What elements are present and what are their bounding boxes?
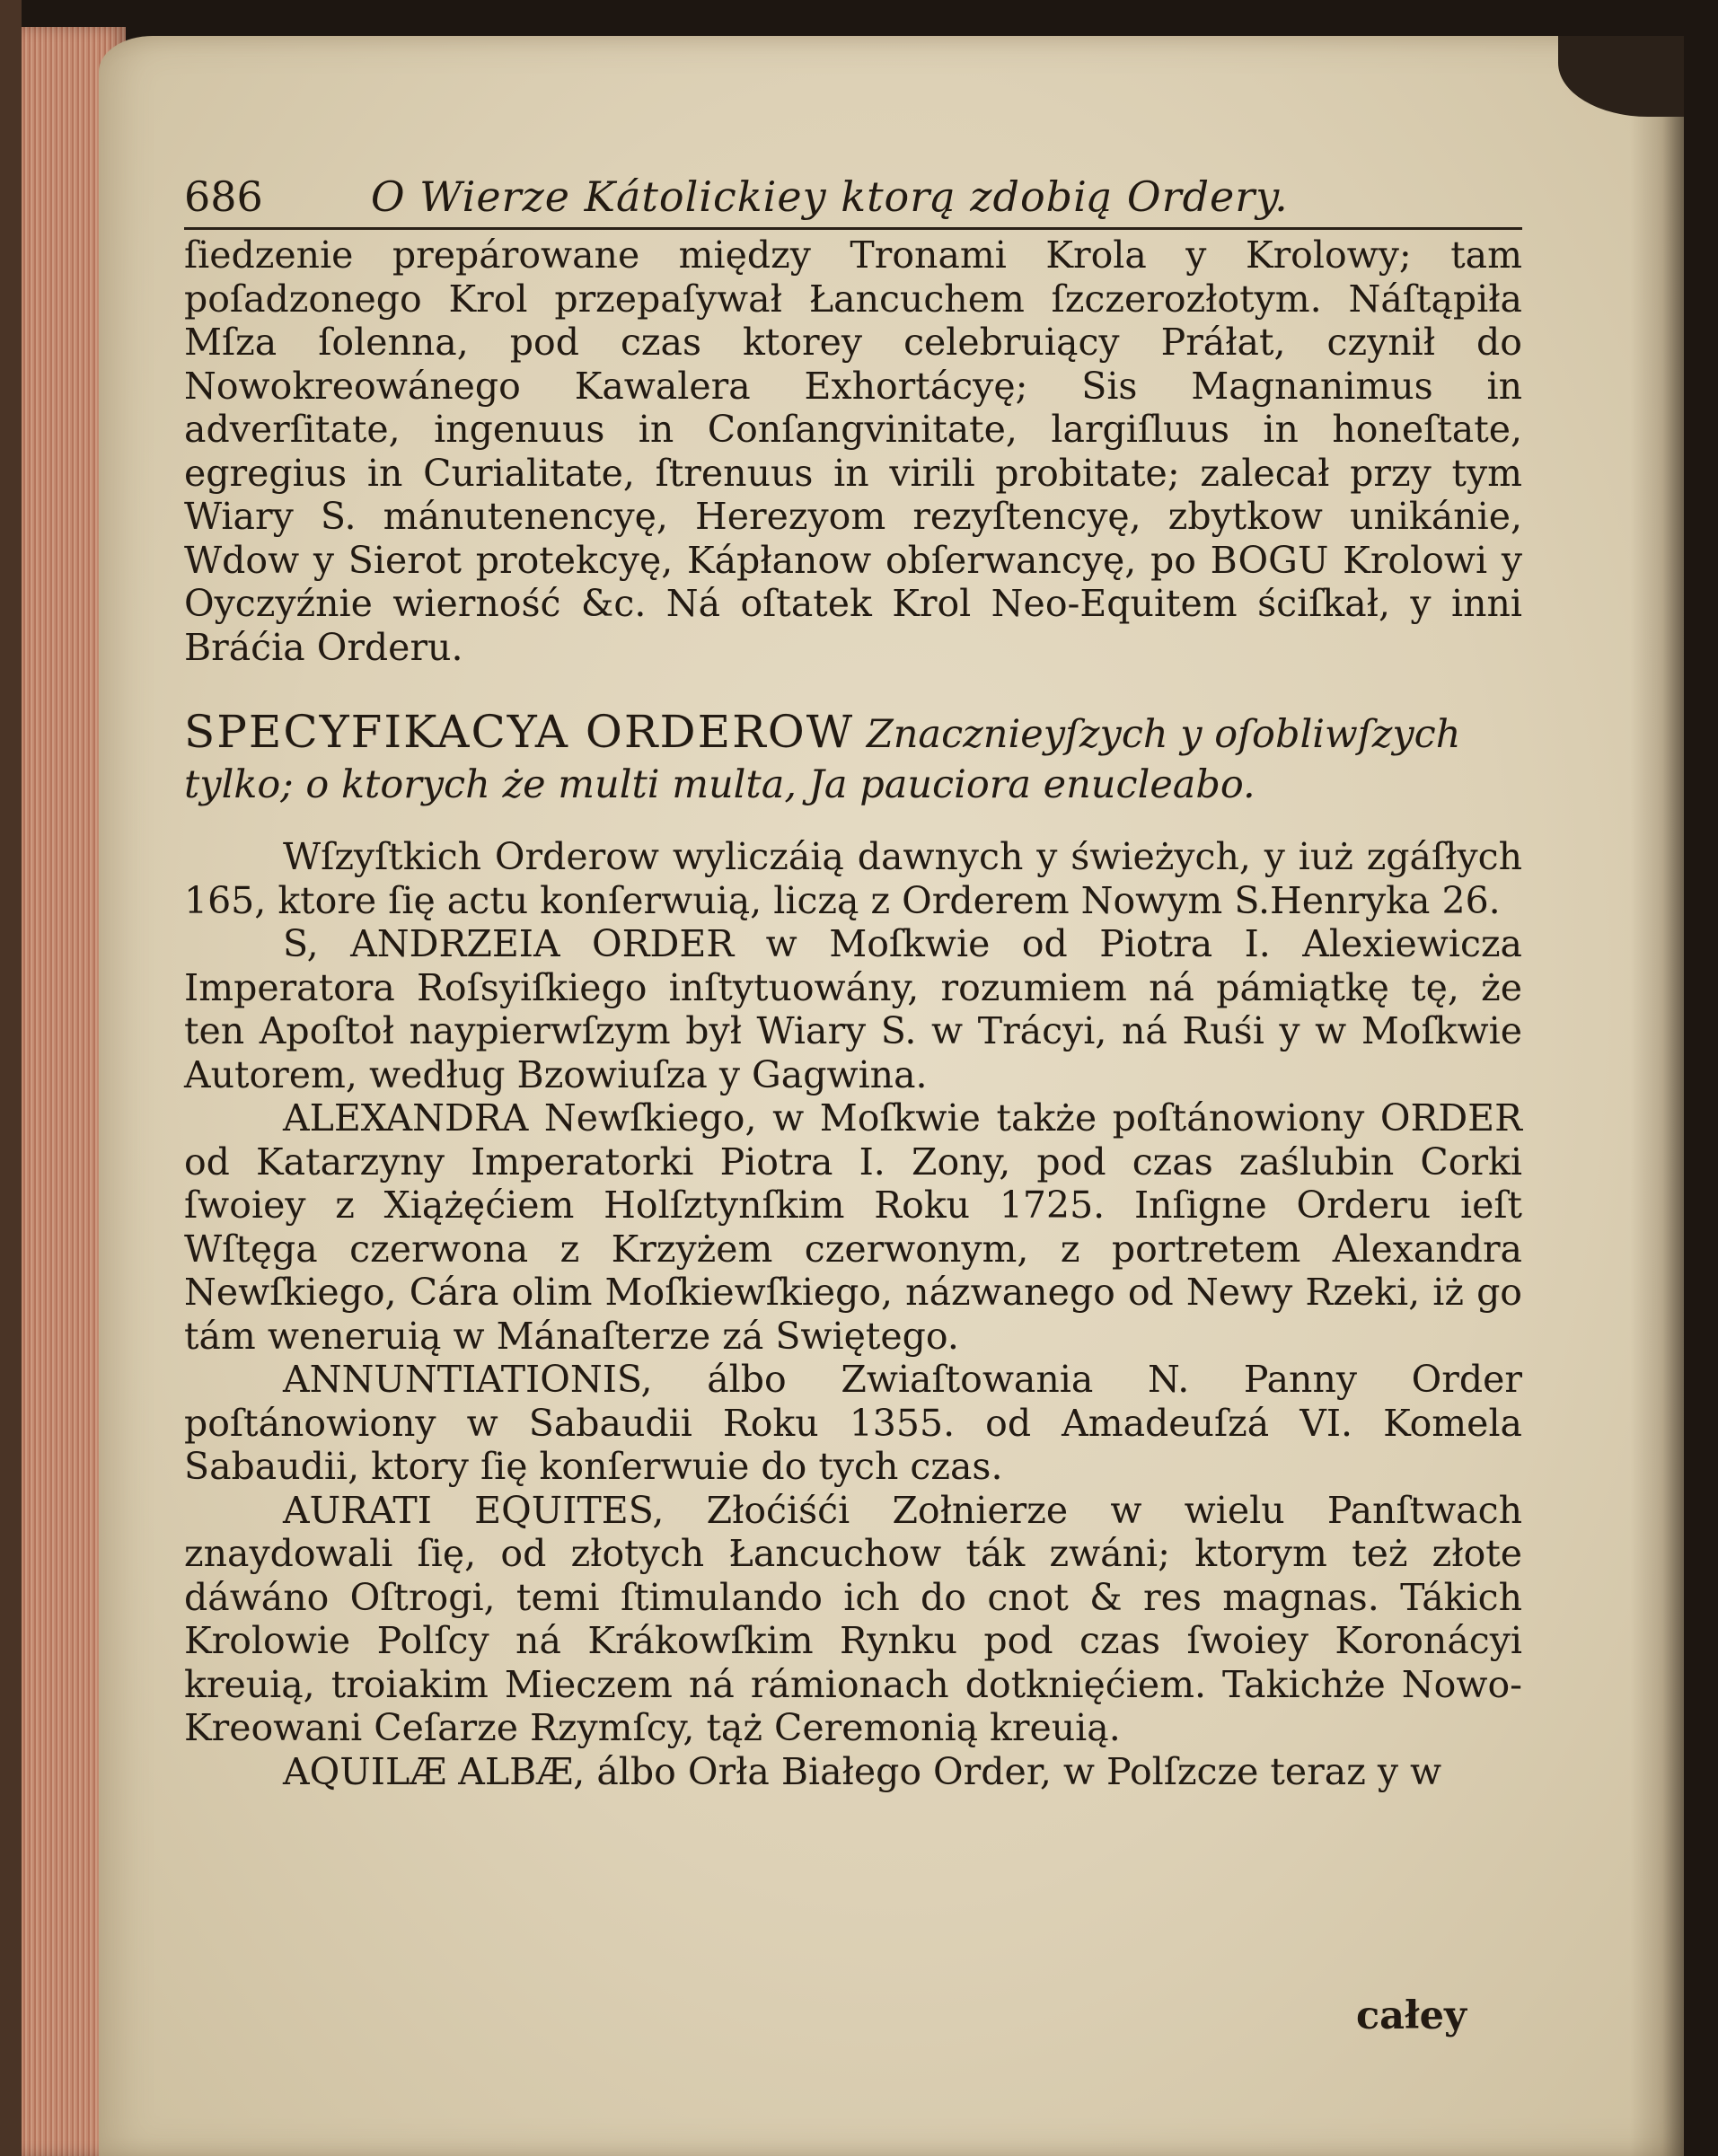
section-body (184, 835, 1621, 1793)
page-number: 686 (184, 172, 263, 221)
running-header (184, 172, 1522, 230)
paragraph-alexander-nevsky: ALEXANDRA Newſkiego, w Moſkwie także poſtánowiony ORDER od Katarzyny Imperatorki Piotra I. Zony, pod czas zaślubin Corki ſwoiey z Xiążęćiem Holſztynſkim Roku 1725. Inſigne Orderu ieſt Wſtęga czerwona z Krzyżem czerwonym, z portretem Alexandra Newſkiego, Cára olim Moſkiewſkiego, názwanego od Newy Rzeki, iż go tám weneruią w Mánaſterze zá Swiętego. (184, 1096, 1522, 1358)
book-cover-edge (0, 0, 22, 2156)
paragraph-annunciation: ANNUNTIATIONIS, álbo Zwiaſtowania N. Panny Order poſtánowiony w Sabaudii Roku 1355. od Amadeuſzá VI. Komela Sabaudii, ktory ſię konſerwuie do tych czas. (184, 1358, 1522, 1488)
section-heading-caps: SPECYFIKACYA ORDEROW (184, 706, 855, 758)
catchword: całey (1356, 1993, 1467, 2038)
page-text (184, 172, 1621, 1793)
paragraph-count: Wſzyſtkich Orderow wyliczáią dawnych y świeżych, y iuż zgáſłych 165, ktore ſię actu konſerwuią, liczą z Orderem Nowym S.Henryka 26. (184, 835, 1522, 922)
paragraph-st-andrew: S, ANDRZEIA ORDER w Moſkwie od Piotra I. Alexiewicza Imperatora Roſsyiſkiego inſtytuowány, rozumiem ná pámiątkę tę, że ten Apoſtoł naypierwſzym był Wiary S. w Trácyi, ná Ruśi y w Moſkwie Autorem, według Bzowiuſza y Gagwina. (184, 922, 1522, 1096)
page-corner-shadow (1558, 36, 1684, 117)
paragraph-continuation: ſiedzenie prepárowane między Tronami Krola y Krolowy; tam poſadzonego Krol przepaſywał Łancuchem ſzczerozłotym. Náſtąpiła Mſza ſolenna, pod czas ktorey celebruiący Práłat, czynił do Nowokreowánego Kawalera Exhortácyę; Sis Magnanimus in adverſitate, ingenuus in Conſangvinitate, largiſluus in honeſtate, egregius in Curialitate, ſtrenuus in virili probitate; zalecał przy tym Wiary S. mánutenencyę, Herezyom rezyſtencyę, zbytkow unikánie, Wdow y Sierot protekcyę, Kápłanow obſerwancyę, po BOGU Krolowi y Oyczyźnie wierność &c. Ná oſtatek Krol Neo-Equitem ściſkał, y inni Bráćia Orderu. (184, 233, 1522, 669)
paragraph-white-eagle: AQUILÆ ALBÆ, álbo Orła Białego Order, w Polſzcze teraz y w (283, 1749, 1442, 1793)
running-title: O Wierze Kátolickiey ktorą zdobią Ordery. (370, 172, 1289, 221)
page-gutter (1630, 36, 1684, 2156)
paragraph-aurati-equites: AURATI EQUITES, Złoćiśći Zołnierze w wielu Panſtwach znaydowali ſię, od złotych Łancuchow ták zwáni; ktorym też złote dáwáno Oſtrogi, temi ſtimulando ich do cnot & res magnas. Tákich Krolowie Polſcy ná Krákowſkim Rynku pod czas ſwoiey Koronácyi kreuią, troiakim Mieczem ná rámionach dotknięćiem. Takichże Nowo-Kreowani Ceſarze Rzymſcy, tąż Ceremonią kreuią. (184, 1488, 1522, 1749)
book-page (99, 36, 1684, 2156)
section-heading-rest: Znacznieyſzych y oſobliwſzych tylko; o ktorych że multi multa, Ja pauciora enucleabo. (184, 712, 1461, 807)
section-heading (184, 707, 1531, 810)
